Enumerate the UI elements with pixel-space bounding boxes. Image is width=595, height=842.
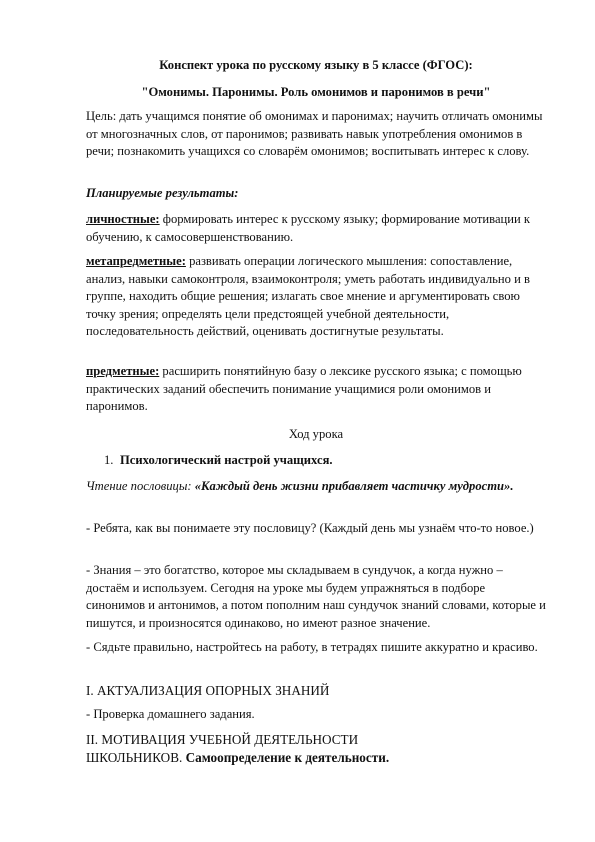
homework-check: - Проверка домашнего задания. <box>86 707 255 721</box>
section-2-bold: Самоопределение к деятельности. <box>182 749 390 765</box>
meta-results <box>86 253 546 341</box>
proverb-label: Чтение пословицы: <box>86 479 195 493</box>
personal-text: формировать интерес к русскому языку; формирование мотивации к обучению, к самосовершенствованию. <box>86 212 531 244</box>
proverb-paragraph <box>86 478 546 496</box>
proverb-text: «Каждый день жизни прибавляет частичку мудрости». <box>194 479 514 493</box>
subject-text: расширить понятийную базу о лексике русского языка; с помощью практических заданий обеспечить понимание учащимися роли омонимов и паронимов. <box>86 364 522 414</box>
personal-results <box>86 211 546 246</box>
step-1-text: Психологический настрой учащихся. <box>120 453 333 467</box>
subject-results <box>86 363 546 416</box>
paragraph-sit-down: - Сядьте правильно, настройтесь на работу, в тетрадях пишите аккуратно и красиво. <box>86 640 538 654</box>
personal-label: личностные: <box>86 212 160 226</box>
lesson-title: Конспект урока по русскому языку в 5 классе (ФГОС): <box>159 58 473 72</box>
meta-label: метапредметные: <box>86 254 186 268</box>
section-1-heading: I. АКТУАЛИЗАЦИЯ ОПОРНЫХ ЗНАНИЙ <box>86 683 330 698</box>
lesson-topic: "Омонимы. Паронимы. Роль омонимов и паронимов в речи" <box>141 85 491 99</box>
paragraph-question: - Ребята, как вы понимаете эту пословицу? (Каждый день мы узнаём что-то новое.) <box>86 521 534 535</box>
section-2-text: II. МОТИВАЦИЯ УЧЕБНОЙ ДЕЯТЕЛЬНОСТИ ШКОЛЬНИКОВ. <box>86 732 359 765</box>
paragraph-knowledge: - Знания – это богатство, которое мы складываем в сундучок, а когда нужно – достаём и используем. Сегодня на уроке мы будем упражняться в подборе синонимов и антонимов, а потом пополним наш сундучок знаний словами, которые и пишутся, и произносятся одинаково, но имеют разное значение. <box>86 563 546 630</box>
step-1 <box>104 452 544 470</box>
lesson-progress-heading: Ход урока <box>288 427 344 441</box>
meta-text: развивать операции логического мышления: сопоставление, анализ, навыки самоконтроля, взаимоконтроля; уметь работать индивидуально и в группе, находить общие решения; излагать свое мнение и аргументировать свою точку зрения; определять цели предстоящей учебной деятельности, последовательность действий, оценивать достигнутые результаты. <box>86 254 530 339</box>
step-1-number: 1. <box>104 453 114 467</box>
planned-results-heading: Планируемые результаты: <box>86 186 239 200</box>
section-2-heading <box>86 731 431 766</box>
goal-paragraph: Цель: дать учащимся понятие об омонимах и паронимах; научить отличать омонимы от многозначных слов, от паронимов; развивать навык употребления омонимов в речи; познакомить учащихся со словарём омонимов; воспитывать интерес к слову. <box>86 109 543 159</box>
subject-label: предметные: <box>86 364 160 378</box>
